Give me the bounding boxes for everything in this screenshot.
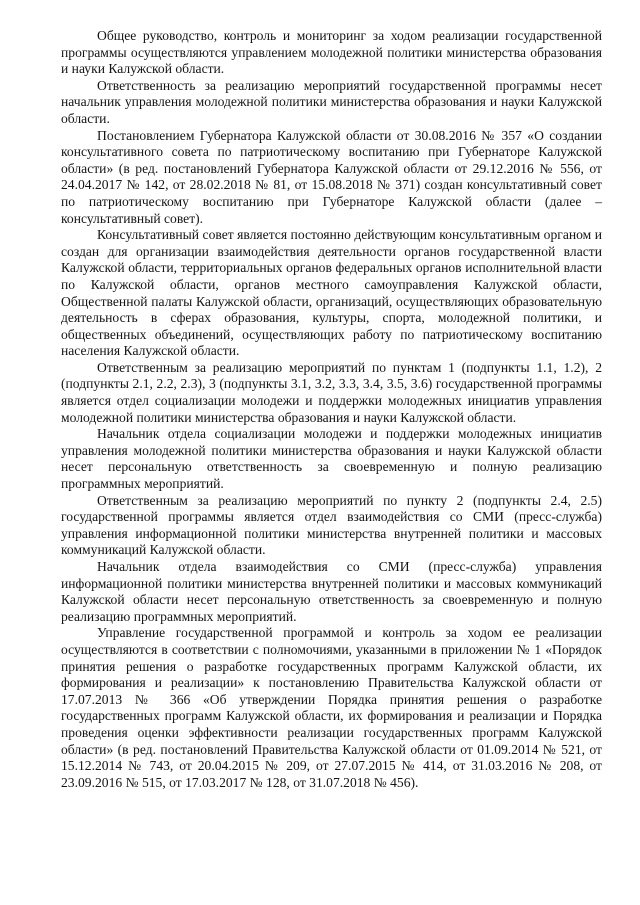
document-page [61,28,602,791]
paragraph-press-service-head: Начальник отдела взаимодействия со СМИ (пресс-служба) управления информационной политики министерства внутренней политики и массовых коммуникаций Калужской области несет персональную ответственность за своевременную и полную реализацию программных мероприятий. [61,559,602,624]
paragraph-press-service: Ответственным за реализацию мероприятий по пункту 2 (подпункты 2.4, 2.5) государственной программы является отдел взаимодействия со СМИ (пресс-служба) управления информационной политики министерства внутренней политики и массовых коммуникаций Калужской области. [61,492,602,558]
paragraph-youth-department-head: Начальник отдела социализации молодежи и поддержки молодежных инициатив управления молодежной политики министерства образования и науки Калужской области несет персональную ответственность за своевременную и полную реализацию программных мероприятий. [61,426,602,492]
paragraph-general-management: Общее руководство, контроль и мониторинг за ходом реализации государственной программы осуществляются управлением молодежной политики министерства образования и науки Калужской области. [61,28,602,77]
paragraph-program-management: Управление государственной программой и контроль за ходом ее реализации осуществляются в соответствии с полномочиями, указанными в приложении № 1 «Порядок принятия решения о разработке государственных программ Калужской области, их формирования и реализации» к постановлению Правительства Калужской области от 17.07.2013 № 366 «Об утверждении Порядка принятия решения о разработке государственных программ Калужской области, их формирования и реализации и Порядка проведения оценки эффективности реализации государственных программ Калужской области» (в ред. постановлений Правительства Калужской области от 01.09.2014 № 521, от 15.12.2014 № 743, от 20.04.2015 № 209, от 27.07.2015 № 414, от 31.03.2016 № 208, от 23.09.2016 № 515, от 17.03.2017 № 128, от 31.07.2018 № 456). [61,625,602,790]
paragraph-youth-department: Ответственным за реализацию мероприятий по пунктам 1 (подпункты 1.1, 1.2), 2 (подпункты 2.1, 2.2, 2.3), 3 (подпункты 3.1, 3.2, 3.3, 3.4, 3.5, 3.6) государственной программы является отдел социализации молодежи и поддержки молодежных инициатив управления молодежной политики министерства образования и науки Калужской области. [61,359,602,425]
paragraph-advisory-council: Консультативный совет является постоянно действующим консультативным органом и создан для организации взаимодействия деятельности органов государственной власти Калужской области, территориальных органов федеральных органов исполнительной власти по Калужской области, органов местного самоуправления Калужской области, Общественной палаты Калужской области, организаций, осуществляющих образовательную деятельность в сферах образования, культуры, спорта, молодежной политики, и общественных объединений, осуществляющих работу по патриотическому воспитанию населения Калужской области. [61,227,602,359]
paragraph-responsibility: Ответственность за реализацию мероприятий государственной программы несет начальник управления молодежной политики министерства образования и науки Калужской области. [61,77,602,126]
paragraph-governor-decree: Постановлением Губернатора Калужской области от 30.08.2016 № 357 «О создании консультативного совета по патриотическому воспитанию при Губернаторе Калужской области» (в ред. постановлений Губернатора Калужской области от 29.12.2016 № 556, от 24.04.2017 № 142, от 28.02.2018 № 81, от 15.08.2018 № 371) создан консультативный совет по патриотическому воспитанию при Губернаторе Калужской области (далее – консультативный совет). [61,127,602,226]
